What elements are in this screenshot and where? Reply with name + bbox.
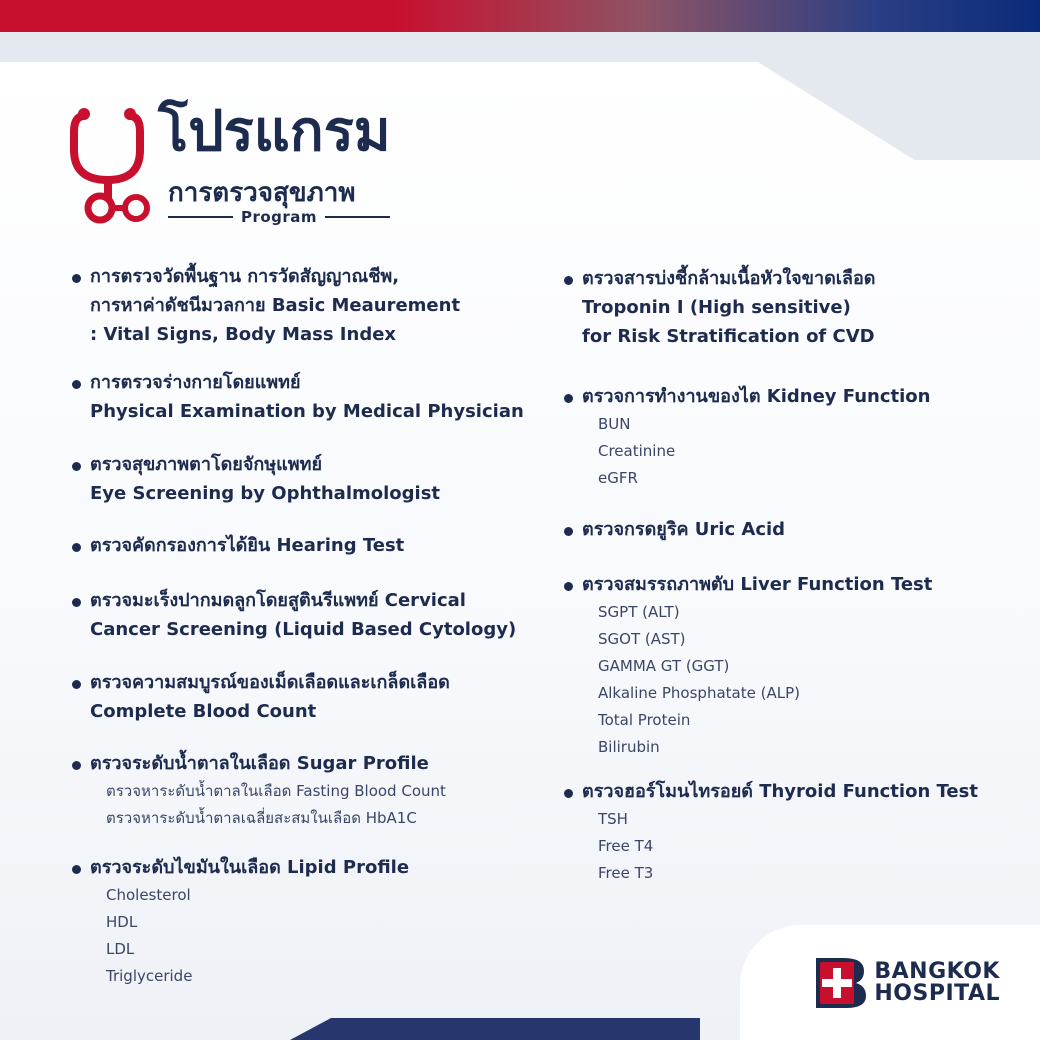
- item-title-line: ตรวจสารบ่งชี้กล้ามเนื้อหัวใจขาดเลือด: [582, 268, 876, 289]
- sub-item: Alkaline Phosphatate (ALP): [598, 684, 800, 702]
- item-title-line: Cancer Screening (Liquid Based Cytology): [90, 619, 517, 640]
- brand-line-1: BANGKOK: [874, 959, 1000, 984]
- item-title-line: การตรวจร่างกายโดยแพทย์: [90, 372, 301, 393]
- item-title-line: ตรวจสุขภาพตาโดยจักษุแพทย์: [90, 454, 323, 475]
- item-title: [72, 450, 440, 508]
- item-title-line: Eye Screening by Ophthalmologist: [90, 483, 441, 504]
- sub-item: Bilirubin: [598, 738, 660, 756]
- checklist-item: [72, 586, 516, 644]
- checklist-item: [72, 749, 446, 832]
- item-title-line: ตรวจสมรรถภาพตับ Liver Function Test: [582, 574, 933, 595]
- sub-item: ตรวจหาระดับน้ำตาลในเลือด Fasting Blood Count: [106, 782, 446, 800]
- item-title: [564, 515, 785, 544]
- bullet-icon: [72, 680, 81, 689]
- item-title-line: Complete Blood Count: [90, 701, 317, 722]
- item-title: [72, 853, 409, 882]
- program-label: Program: [240, 208, 318, 226]
- item-title-line: การตรวจวัดพื้นฐาน การวัดสัญญาณชีพ,: [90, 266, 400, 287]
- checklist-item: [564, 570, 932, 761]
- bullet-icon: [564, 582, 573, 591]
- bullet-icon: [564, 789, 573, 798]
- bottom-navy-band: [290, 1018, 700, 1040]
- sub-item: BUN: [598, 415, 631, 433]
- top-gradient-bar: [0, 0, 1040, 32]
- item-title-line: ตรวจระดับไขมันในเลือด Lipid Profile: [90, 857, 410, 878]
- sub-item: Creatinine: [598, 442, 676, 460]
- item-title: [564, 570, 932, 599]
- checklist-item: [72, 853, 409, 990]
- item-title: [72, 586, 516, 644]
- checklist-item: [564, 382, 930, 492]
- checklist-item: [72, 368, 524, 426]
- page-subtitle: การตรวจสุขภาพ: [168, 178, 356, 208]
- checklist-item: [72, 450, 440, 508]
- checklist-item: [564, 777, 978, 887]
- hospital-cross-icon: [814, 958, 866, 1008]
- item-title: [564, 777, 978, 806]
- page-title: โปรแกรม: [158, 99, 391, 164]
- sub-item: SGPT (ALT): [598, 603, 680, 621]
- item-title-line: : Vital Signs, Body Mass Index: [90, 324, 397, 345]
- item-title: [564, 264, 875, 351]
- sub-item: Free T4: [598, 837, 654, 855]
- checklist-item: [72, 262, 460, 349]
- sub-item: GAMMA GT (GGT): [598, 657, 730, 675]
- brand-line-2: HOSPITAL: [874, 981, 1000, 1006]
- item-title: [72, 368, 524, 426]
- divider: [325, 216, 390, 218]
- bullet-icon: [72, 598, 81, 607]
- bullet-icon: [72, 380, 81, 389]
- divider: [168, 216, 233, 218]
- item-title-line: ตรวจการทำงานของไต Kidney Function: [582, 386, 931, 407]
- sub-item: LDL: [106, 940, 135, 958]
- item-title-line: ตรวจคัดกรองการได้ยิน Hearing Test: [90, 535, 405, 556]
- bullet-icon: [564, 527, 573, 536]
- bullet-icon: [72, 865, 81, 874]
- sub-item: HDL: [106, 913, 138, 931]
- program-label-row: [168, 208, 390, 226]
- bullet-icon: [72, 761, 81, 770]
- item-title: [564, 382, 930, 411]
- item-title-line: Troponin I (High sensitive): [582, 297, 851, 318]
- sub-item: TSH: [598, 810, 628, 828]
- bangkok-hospital-logo: [814, 958, 1000, 1008]
- checklist-item: [72, 531, 404, 560]
- sub-item: ตรวจหาระดับน้ำตาลเฉลี่ยสะสมในเลือด HbA1C: [106, 809, 417, 827]
- stethoscope-icon: [70, 102, 160, 228]
- item-title-line: ตรวจกรดยูริค Uric Acid: [582, 519, 786, 540]
- bullet-icon: [564, 394, 573, 403]
- sub-item: Free T3: [598, 864, 654, 882]
- item-title-line: for Risk Stratification of CVD: [582, 326, 875, 347]
- item-title-line: ตรวจระดับน้ำตาลในเลือด Sugar Profile: [90, 753, 429, 774]
- checklist-item: [564, 264, 875, 351]
- sub-item: Cholesterol: [106, 886, 191, 904]
- item-title-line: Physical Examination by Medical Physician: [90, 401, 524, 422]
- bullet-icon: [72, 462, 81, 471]
- item-title: [72, 531, 404, 560]
- checklist-item: [72, 668, 450, 726]
- bullet-icon: [72, 543, 81, 552]
- item-title: [72, 668, 450, 726]
- item-title-line: ตรวจความสมบูรณ์ของเม็ดเลือดและเกล็ดเลือด: [90, 672, 450, 693]
- item-title: [72, 262, 460, 349]
- sub-item: Total Protein: [598, 711, 691, 729]
- bullet-icon: [564, 276, 573, 285]
- item-title: [72, 749, 446, 778]
- item-title-line: ตรวจฮอร์โมนไทรอยด์ Thyroid Function Test: [582, 781, 978, 802]
- bullet-icon: [72, 274, 81, 283]
- checklist-item: [564, 515, 785, 544]
- item-title-line: การหาค่าดัชนีมวลกาย Basic Meaurement: [90, 295, 461, 316]
- sub-item: Triglyceride: [106, 967, 193, 985]
- item-title-line: ตรวจมะเร็งปากมดลูกโดยสูตินรีแพทย์ Cervical: [90, 590, 466, 611]
- sub-item: SGOT (AST): [598, 630, 686, 648]
- sub-item: eGFR: [598, 469, 638, 487]
